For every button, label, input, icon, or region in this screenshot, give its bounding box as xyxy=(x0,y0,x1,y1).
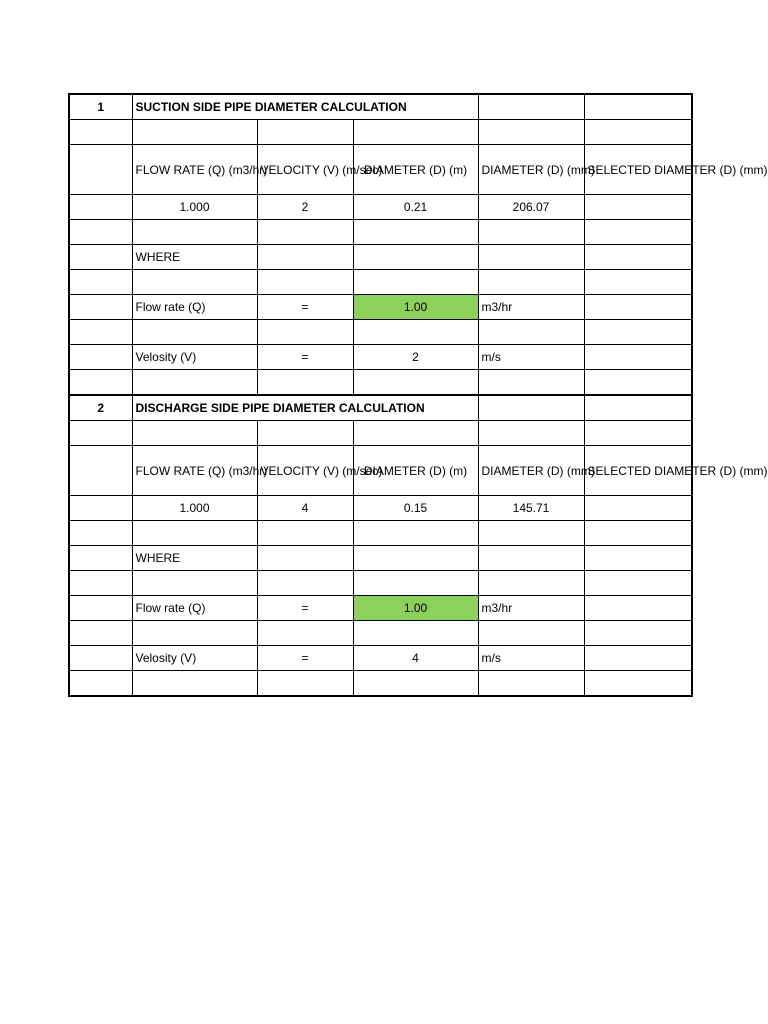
cell[interactable] xyxy=(69,546,132,571)
equals-sign: = xyxy=(257,596,353,621)
value-diameter-m[interactable]: 0.21 xyxy=(353,195,478,220)
cell[interactable] xyxy=(584,295,692,320)
velocity-unit: m/s xyxy=(478,345,584,370)
header-velocity: VELOCITY (V) (m/sec) xyxy=(257,145,353,195)
cell[interactable] xyxy=(584,245,692,270)
cell[interactable] xyxy=(353,220,478,245)
header-selected-diameter: SELECTED DIAMETER (D) (mm) xyxy=(584,446,692,496)
blank-row xyxy=(69,320,692,345)
cell[interactable] xyxy=(353,270,478,295)
blank-row xyxy=(69,370,692,396)
blank-row xyxy=(69,270,692,295)
cell[interactable] xyxy=(69,195,132,220)
cell[interactable] xyxy=(132,370,257,396)
cell[interactable] xyxy=(584,646,692,671)
where-label: WHERE xyxy=(132,546,257,571)
cell[interactable] xyxy=(584,596,692,621)
cell[interactable] xyxy=(257,370,353,396)
where-row xyxy=(69,245,692,270)
header-flow-rate: FLOW RATE (Q) (m3/hr) xyxy=(132,145,257,195)
cell[interactable] xyxy=(584,94,692,120)
cell[interactable] xyxy=(584,120,692,145)
cell[interactable] xyxy=(584,671,692,697)
header-diameter-m: DIAMETER (D) (m) xyxy=(353,446,478,496)
cell[interactable] xyxy=(132,621,257,646)
cell[interactable] xyxy=(478,94,584,120)
cell[interactable] xyxy=(257,546,353,571)
cell[interactable] xyxy=(353,521,478,546)
cell[interactable] xyxy=(584,546,692,571)
cell[interactable] xyxy=(478,621,584,646)
cell[interactable] xyxy=(353,421,478,446)
flow-rate-input[interactable]: 1.00 xyxy=(353,596,478,621)
blank-row xyxy=(69,220,692,245)
cell[interactable] xyxy=(584,421,692,446)
header-row xyxy=(69,446,692,496)
equals-sign: = xyxy=(257,646,353,671)
cell[interactable] xyxy=(257,421,353,446)
value-velocity[interactable]: 4 xyxy=(257,496,353,521)
cell[interactable] xyxy=(478,571,584,596)
section-number: 1 xyxy=(69,94,132,120)
cell[interactable] xyxy=(257,320,353,345)
velocity-unit: m/s xyxy=(478,646,584,671)
header-diameter-mm: DIAMETER (D) (mm) xyxy=(478,446,584,496)
result-row xyxy=(69,496,692,521)
header-flow-rate: FLOW RATE (Q) (m3/hr) xyxy=(132,446,257,496)
cell[interactable] xyxy=(353,120,478,145)
cell[interactable] xyxy=(353,571,478,596)
blank-row xyxy=(69,521,692,546)
velocity-label: Velosity (V) xyxy=(132,345,257,370)
cell[interactable] xyxy=(69,320,132,345)
result-row xyxy=(69,195,692,220)
blank-row xyxy=(69,621,692,646)
cell[interactable] xyxy=(478,120,584,145)
value-selected-diameter[interactable] xyxy=(584,496,692,521)
cell[interactable] xyxy=(584,320,692,345)
cell[interactable] xyxy=(257,621,353,646)
cell[interactable] xyxy=(132,120,257,145)
cell[interactable] xyxy=(257,245,353,270)
cell[interactable] xyxy=(69,370,132,396)
cell[interactable] xyxy=(69,571,132,596)
where-label: WHERE xyxy=(132,245,257,270)
velocity-row xyxy=(69,345,692,370)
cell[interactable] xyxy=(353,320,478,345)
blank-row xyxy=(69,421,692,446)
cell[interactable] xyxy=(132,421,257,446)
value-diameter-mm[interactable]: 206.07 xyxy=(478,195,584,220)
blank-row xyxy=(69,120,692,145)
cell[interactable] xyxy=(69,496,132,521)
cell[interactable] xyxy=(353,546,478,571)
cell[interactable] xyxy=(584,345,692,370)
cell[interactable] xyxy=(69,120,132,145)
cell[interactable] xyxy=(478,395,584,421)
where-row xyxy=(69,546,692,571)
cell[interactable] xyxy=(584,521,692,546)
section-number: 2 xyxy=(69,395,132,421)
equals-sign: = xyxy=(257,345,353,370)
cell[interactable] xyxy=(478,320,584,345)
value-selected-diameter[interactable] xyxy=(584,195,692,220)
velocity-label: Velosity (V) xyxy=(132,646,257,671)
cell[interactable] xyxy=(584,370,692,396)
section-title-row xyxy=(69,395,692,421)
cell[interactable] xyxy=(69,446,132,496)
flow-rate-row xyxy=(69,596,692,621)
cell[interactable] xyxy=(257,220,353,245)
header-diameter-mm: DIAMETER (D) (mm) xyxy=(478,145,584,195)
cell[interactable] xyxy=(69,345,132,370)
header-velocity: VELOCITY (V) (m/sec) xyxy=(257,446,353,496)
cell[interactable] xyxy=(478,270,584,295)
flow-rate-unit: m3/hr xyxy=(478,295,584,320)
cell[interactable] xyxy=(69,521,132,546)
flow-rate-unit: m3/hr xyxy=(478,596,584,621)
cell[interactable] xyxy=(584,220,692,245)
value-velocity[interactable]: 2 xyxy=(257,195,353,220)
cell[interactable] xyxy=(353,621,478,646)
blank-row xyxy=(69,571,692,596)
cell[interactable] xyxy=(132,320,257,345)
cell[interactable] xyxy=(69,295,132,320)
cell[interactable] xyxy=(478,546,584,571)
cell[interactable] xyxy=(478,220,584,245)
cell[interactable] xyxy=(257,571,353,596)
velocity-value[interactable]: 4 xyxy=(353,646,478,671)
section-title-row xyxy=(69,94,692,120)
cell[interactable] xyxy=(69,671,132,697)
header-row xyxy=(69,145,692,195)
cell[interactable] xyxy=(132,571,257,596)
velocity-row xyxy=(69,646,692,671)
cell[interactable] xyxy=(69,421,132,446)
flow-rate-input[interactable]: 1.00 xyxy=(353,295,478,320)
calculation-sheet xyxy=(68,93,768,697)
cell[interactable] xyxy=(584,395,692,421)
equals-sign: = xyxy=(257,295,353,320)
cell[interactable] xyxy=(69,245,132,270)
cell[interactable] xyxy=(584,571,692,596)
cell[interactable] xyxy=(584,270,692,295)
flow-rate-label: Flow rate (Q) xyxy=(132,596,257,621)
cell[interactable] xyxy=(132,671,257,697)
cell[interactable] xyxy=(69,646,132,671)
header-selected-diameter: SELECTED DIAMETER (D) (mm) xyxy=(584,145,692,195)
flow-rate-label: Flow rate (Q) xyxy=(132,295,257,320)
cell[interactable] xyxy=(132,220,257,245)
cell[interactable] xyxy=(478,671,584,697)
cell[interactable] xyxy=(257,120,353,145)
section-title: DISCHARGE SIDE PIPE DIAMETER CALCULATION xyxy=(132,395,478,421)
cell[interactable] xyxy=(353,245,478,270)
flow-rate-row xyxy=(69,295,692,320)
cell[interactable] xyxy=(132,270,257,295)
cell[interactable] xyxy=(478,421,584,446)
header-diameter-m: DIAMETER (D) (m) xyxy=(353,145,478,195)
cell[interactable] xyxy=(69,596,132,621)
cell[interactable] xyxy=(257,671,353,697)
value-flow-rate[interactable]: 1.000 xyxy=(132,496,257,521)
value-flow-rate[interactable]: 1.000 xyxy=(132,195,257,220)
cell[interactable] xyxy=(132,521,257,546)
cell[interactable] xyxy=(69,621,132,646)
cell[interactable] xyxy=(257,521,353,546)
cell[interactable] xyxy=(69,270,132,295)
blank-row xyxy=(69,671,692,697)
cell[interactable] xyxy=(584,621,692,646)
cell[interactable] xyxy=(353,671,478,697)
velocity-value[interactable]: 2 xyxy=(353,345,478,370)
cell[interactable] xyxy=(69,145,132,195)
value-diameter-mm[interactable]: 145.71 xyxy=(478,496,584,521)
cell[interactable] xyxy=(478,370,584,396)
cell[interactable] xyxy=(478,245,584,270)
cell[interactable] xyxy=(69,220,132,245)
cell[interactable] xyxy=(257,270,353,295)
cell[interactable] xyxy=(478,521,584,546)
value-diameter-m[interactable]: 0.15 xyxy=(353,496,478,521)
section-title: SUCTION SIDE PIPE DIAMETER CALCULATION xyxy=(132,94,478,120)
cell[interactable] xyxy=(353,370,478,396)
